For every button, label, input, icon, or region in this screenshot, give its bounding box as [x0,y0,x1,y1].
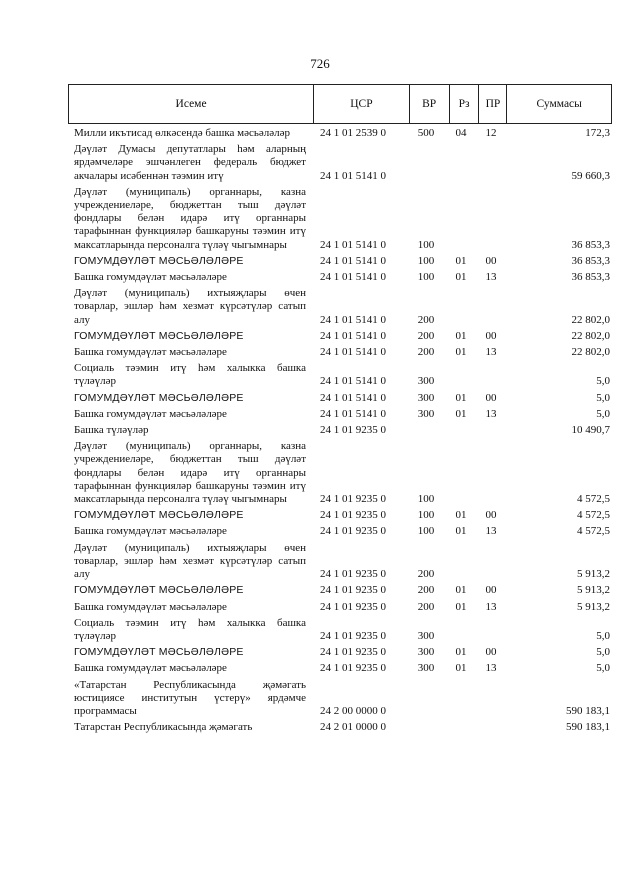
row-name: Татарстан Республикасында җәмәгать [74,721,253,734]
row-code: 24 1 01 5141 0 [320,346,386,359]
row-amount: 22 802,0 [571,329,610,342]
row-vr: 500 [417,127,435,139]
row-amount: 4 572,5 [577,493,610,506]
table-row [74,362,610,388]
row-pr: 13 [485,600,497,613]
row-pr: 00 [485,329,497,342]
row-code: 24 1 01 9235 0 [320,584,386,597]
row-rz: 01 [455,391,467,404]
row-rz: 01 [455,271,467,284]
row-vr: 300 [417,662,435,675]
row-name: Милли икътисад өлкәсендә башка мәсьәләләр [74,127,290,139]
table-row [74,127,610,140]
row-amount: 5 913,2 [577,584,610,597]
row-amount: 5,0 [596,662,610,675]
row-name: Башка гомумдәүләт мәсьәләләре [74,662,227,675]
row-code: 24 1 01 9235 0 [320,525,386,538]
row-code: 24 2 01 0000 0 [320,721,386,734]
row-vr: 200 [417,313,435,326]
table-row [74,392,610,405]
row-name: ГОМУМДӘҮЛӘТ МӘСЬӘЛӘЛӘРЕ [74,329,244,342]
row-code: 24 1 01 9235 0 [320,568,386,581]
row-vr: 200 [417,584,435,597]
header-rz: Рз [450,85,480,123]
header-name: Исеме [69,85,314,123]
row-vr: 200 [417,568,435,581]
row-name: Башка гомумдәүләт мәсьәләләре [74,525,227,538]
row-code: 24 2 00 0000 0 [320,704,386,717]
row-amount: 36 853,3 [571,271,610,284]
table-row [74,440,610,506]
header-vr: ВР [410,85,450,123]
row-name: ГОМУМДӘҮЛӘТ МӘСЬӘЛӘЛӘРЕ [74,584,244,597]
row-pr: 13 [485,271,497,284]
row-code: 24 1 01 9235 0 [320,493,386,506]
row-rz: 01 [455,254,467,267]
row-name: Дәүләт (муниципаль) ихтыяҗлары өчен товарлар, эшләр һәм хезмәт күрсәтүләр сатып алу [74,541,306,581]
row-name: ГОМУМДӘҮЛӘТ МӘСЬӘЛӘЛӘРЕ [74,646,244,659]
row-code: 24 1 01 5141 0 [320,407,386,420]
table-row [74,617,610,643]
row-rz: 01 [455,600,467,613]
table-row [74,330,610,343]
row-amount: 590 183,1 [566,704,610,717]
row-pr: 13 [485,407,497,420]
row-vr: 100 [417,271,435,284]
row-vr: 100 [417,493,435,506]
row-name: ГОМУМДӘҮЛӘТ МӘСЬӘЛӘЛӘРЕ [74,509,244,522]
row-code: 24 1 01 2539 0 [320,127,386,139]
row-name: ГОМУМДӘҮЛӘТ МӘСЬӘЛӘЛӘРЕ [74,391,244,404]
table-row [74,186,610,252]
table-row [74,601,610,614]
row-rz: 04 [455,127,467,139]
row-code: 24 1 01 5141 0 [320,169,386,182]
table-row [74,662,610,675]
row-rz: 01 [455,407,467,420]
row-rz: 01 [455,584,467,597]
row-pr: 13 [485,346,497,359]
row-name: Дәүләт Думасы депутатлары һәм аларның ярдәмчеләре эшчәнлеген федераль бюджет акчалары исәбеннән тәэмин итү [74,143,306,182]
table-row [74,646,610,659]
row-pr: 12 [485,127,497,139]
row-rz: 01 [455,525,467,538]
row-name: Башка гомумдәүләт мәсьәләләре [74,600,227,613]
row-amount: 36 853,3 [571,238,610,251]
row-vr: 100 [417,509,435,522]
row-code: 24 1 01 5141 0 [320,238,386,251]
table-row [74,408,610,421]
table-row [74,271,610,284]
row-code: 24 1 01 9235 0 [320,509,386,522]
row-code: 24 1 01 5141 0 [320,254,386,267]
row-name: Дәүләт (муниципаль) органнары, казна учреждениеләре, бюджеттан тыш дәүләт фондлары белән идарә итү органнары тарафыннан функцияләр башкаруны тәэмин итү максатларында персоналга түләү чыгымнары [74,185,306,251]
row-vr: 100 [417,238,435,251]
table-row [74,346,610,359]
table-header [68,84,612,124]
header-sum: Суммасы [536,98,582,110]
row-amount: 4 572,5 [577,525,610,538]
table-row [74,287,610,327]
table-row [74,424,610,437]
table-row [74,721,610,734]
table-row [74,255,610,268]
row-pr: 00 [485,509,497,522]
row-code: 24 1 01 9235 0 [320,662,386,675]
row-code: 24 1 01 9235 0 [320,646,386,659]
row-code: 24 1 01 5141 0 [320,313,386,326]
table-row [74,143,610,183]
row-amount: 5,0 [596,629,610,642]
row-rz: 01 [455,646,467,659]
header-pr: ПР [479,85,507,123]
row-code: 24 1 01 9235 0 [320,600,386,613]
row-amount: 5,0 [596,646,610,659]
row-vr: 300 [417,629,435,642]
row-name: ГОМУМДӘҮЛӘТ МӘСЬӘЛӘЛӘРЕ [74,254,244,267]
row-vr: 200 [417,329,435,342]
row-vr: 200 [417,346,435,359]
row-name: Башка гомумдәүләт мәсьәләләре [74,346,227,359]
page-number: 726 [310,56,330,71]
row-pr: 00 [485,584,497,597]
row-rz: 01 [455,662,467,675]
row-code: 24 1 01 5141 0 [320,375,386,388]
row-pr: 13 [485,525,497,538]
row-name: Социаль тәэмин итү һәм халыкка башка түләүләр [74,362,306,388]
row-rz: 01 [455,329,467,342]
row-vr: 200 [417,600,435,613]
row-amount: 22 802,0 [571,313,610,326]
row-name: Башка түләүләр [74,424,149,437]
row-pr: 00 [485,254,497,267]
row-vr: 100 [417,254,435,267]
row-vr: 300 [417,407,435,420]
row-amount: 172,3 [585,127,610,139]
row-amount: 5,0 [596,407,610,420]
row-name: Социаль тәэмин итү һәм халыкка башка түләүләр [74,616,306,642]
row-code: 24 1 01 5141 0 [320,329,386,342]
row-amount: 5,0 [596,375,610,388]
row-amount: 5 913,2 [577,600,610,613]
row-amount: 5 913,2 [577,568,610,581]
row-name: Башка гомумдәүләт мәсьәләләре [74,407,227,420]
table-row [74,525,610,538]
row-vr: 300 [417,375,435,388]
row-amount: 59 660,3 [571,169,610,182]
row-pr: 00 [485,391,497,404]
row-vr: 100 [417,525,435,538]
table-row [74,679,610,719]
row-code: 24 1 01 5141 0 [320,271,386,284]
row-rz: 01 [455,346,467,359]
row-code: 24 1 01 5141 0 [320,391,386,404]
table-body [74,127,610,734]
row-name: Дәүләт (муниципаль) ихтыяҗлары өчен товарлар, эшләр һәм хезмәт күрсәтүләр сатып алу [74,287,306,326]
row-amount: 5,0 [596,391,610,404]
row-vr: 300 [417,391,435,404]
header-csr: ЦСР [314,85,410,123]
row-amount: 10 490,7 [571,424,610,437]
row-amount: 22 802,0 [571,346,610,359]
row-code: 24 1 01 9235 0 [320,629,386,642]
table-row [74,542,610,582]
row-amount: 590 183,1 [566,721,610,734]
row-rz: 01 [455,509,467,522]
row-name: «Татарстан Республикасында җәмәгать юстициясе институтын үстерү» ярдәмче программасы [74,678,306,717]
row-name: Башка гомумдәүләт мәсьәләләре [74,271,227,284]
row-vr: 300 [417,646,435,659]
row-pr: 13 [485,662,497,675]
row-amount: 36 853,3 [571,254,610,267]
row-pr: 00 [485,646,497,659]
row-amount: 4 572,5 [577,509,610,522]
row-code: 24 1 01 9235 0 [320,424,386,437]
table-row [74,584,610,597]
row-name: Дәүләт (муниципаль) органнары, казна учреждениеләре, бюджеттан тыш дәүләт фондлары белән идарә итү органнары тарафыннан функцияләр башкаруны тәэмин итү максатларында персоналга түләү чыгымнары [74,440,306,506]
table-row [74,509,610,522]
